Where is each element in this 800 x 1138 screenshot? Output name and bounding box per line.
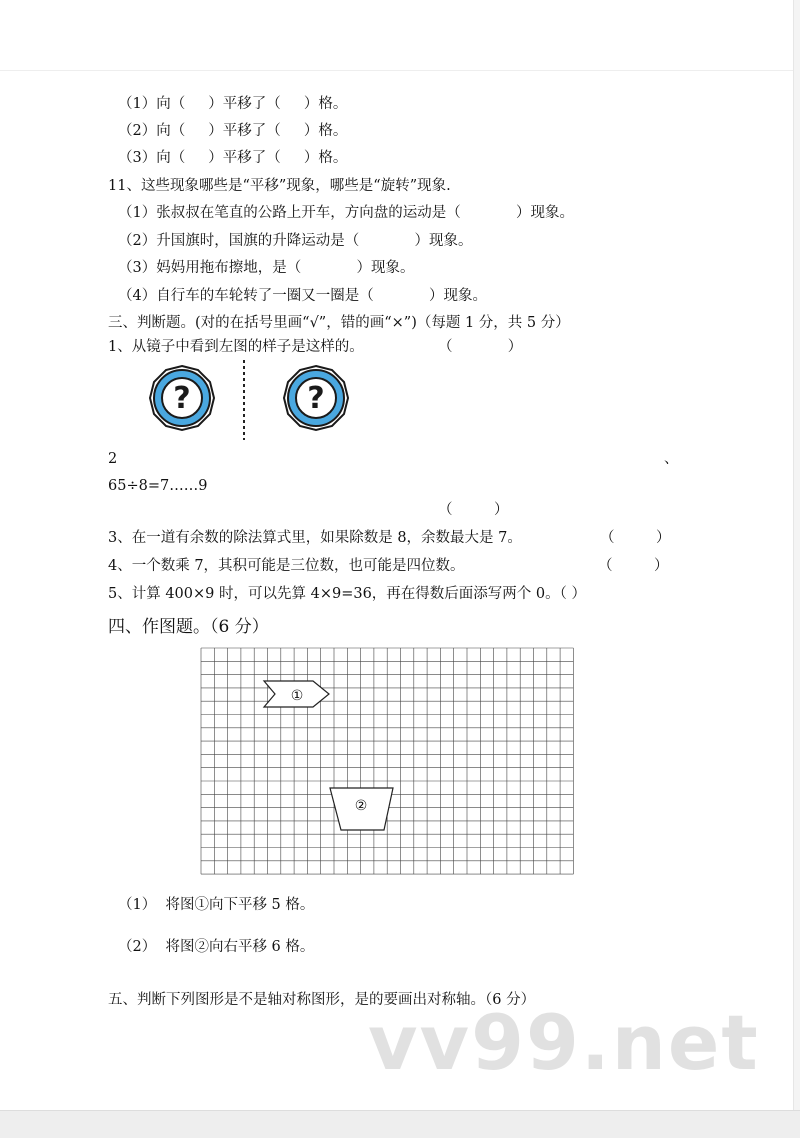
viewer-bottom-bar bbox=[0, 1110, 800, 1138]
q11-item-3: （3）妈妈用拖布擦地，是（ ）现象。 bbox=[118, 260, 415, 276]
s4-instruction-1: （1） 将图①向下平移 5 格。 bbox=[118, 897, 315, 913]
q10-line-2: （2）向（ ）平移了（ ）格。 bbox=[118, 123, 348, 139]
s3-q4-answer-paren: （ ） bbox=[598, 558, 669, 574]
q11-title: 11、这些现象哪些是“平移”现象，哪些是“旋转”现象. bbox=[108, 178, 451, 194]
shape-2[interactable] bbox=[330, 788, 393, 830]
s3-q5: 5、计算 400×9 时，可以先算 4×9=36，再在得数后面添写两个 0。（ ） bbox=[108, 586, 586, 602]
drawing-grid[interactable] bbox=[200, 647, 574, 881]
q10-line-3: （3）向（ ）平移了（ ）格。 bbox=[118, 150, 348, 166]
s3-q3: 3、在一道有余数的除法算式里，如果除数是 8，余数最大是 7。 bbox=[108, 530, 522, 546]
viewer-scrollbar-track[interactable] bbox=[793, 0, 800, 1137]
shape-1[interactable] bbox=[264, 681, 329, 707]
section5-title: 五、判断下列图形是不是轴对称图形，是的要画出对称轴。（6 分） bbox=[108, 992, 536, 1008]
grid-lines bbox=[201, 648, 573, 874]
shape-2-label: ② bbox=[354, 798, 368, 814]
section4-title: 四、作图题。（6 分） bbox=[108, 617, 269, 637]
s3-q2-answer-paren: （ ） bbox=[438, 502, 509, 518]
question-mark-right: ? bbox=[307, 381, 325, 416]
shape-1-label: ① bbox=[290, 688, 304, 704]
question-badge-icon bbox=[150, 366, 214, 430]
s3-q2-expression: 65÷8=7……9 bbox=[108, 478, 208, 494]
s4-instruction-2: （2） 将图②向右平移 6 格。 bbox=[118, 939, 315, 955]
s3-q4: 4、一个数乘 7，其积可能是三位数，也可能是四位数。 bbox=[108, 558, 465, 574]
viewer-top-margin bbox=[0, 0, 800, 71]
question-badge-mirror-icon bbox=[284, 366, 348, 430]
s3-q3-answer-paren: （ ） bbox=[600, 530, 671, 546]
watermark: vv99.net bbox=[368, 998, 760, 1087]
s3-q2-trailing-mark: 、 bbox=[664, 451, 679, 467]
section3-title: 三、判断题。(对的在括号里画“√”，错的画“×”)（每题 1 分，共 5 分） bbox=[108, 315, 570, 331]
mirror-figure bbox=[140, 360, 370, 442]
q10-line-1: （1）向（ ）平移了（ ）格。 bbox=[118, 96, 348, 112]
s3-q1: 1、从镜子中看到左图的样子是这样的。 bbox=[108, 339, 364, 355]
q11-item-1: （1）张叔叔在笔直的公路上开车，方向盘的运动是（ ）现象。 bbox=[118, 205, 575, 221]
q11-item-2: （2）升国旗时，国旗的升降运动是（ ）现象。 bbox=[118, 233, 473, 249]
q11-item-4: （4）自行车的车轮转了一圈又一圈是（ ）现象。 bbox=[118, 288, 488, 304]
question-mark-left: ? bbox=[173, 381, 191, 416]
s3-q2-number: 2 bbox=[108, 451, 118, 467]
s3-q1-answer-paren: （ ） bbox=[438, 339, 523, 355]
